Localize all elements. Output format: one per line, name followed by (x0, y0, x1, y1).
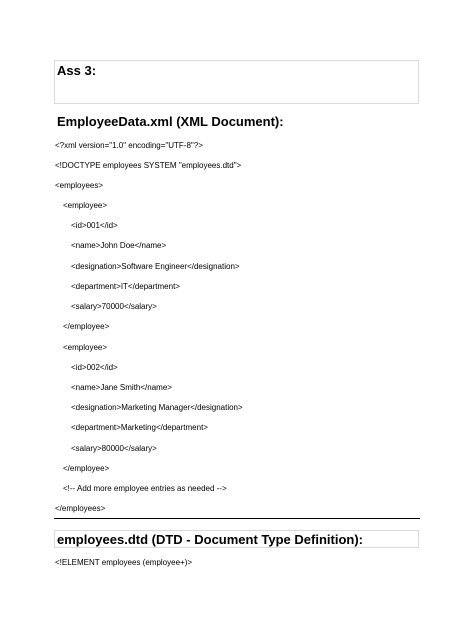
dtd-document-heading: employees.dtd (DTD - Document Type Definition): (57, 532, 363, 547)
employee-id-1: <id>001</id> (71, 221, 118, 230)
employee-designation-2: <designation>Marketing Manager</designation> (71, 403, 243, 412)
employee-designation-1: <designation>Software Engineer</designation> (71, 262, 240, 271)
dtd-element-line: <!ELEMENT employees (employee+)> (55, 558, 193, 567)
employee-name-1: <name>John Doe</name> (71, 241, 167, 250)
employee-name-2: <name>Jane Smith</name> (71, 383, 172, 392)
xml-document-heading: EmployeeData.xml (XML Document): (57, 114, 284, 129)
employee-close-tag-2: </employee> (63, 464, 110, 473)
xml-declaration-line: <?xml version="1.0" encoding="UTF-8"?> (55, 141, 203, 150)
assignment-heading-box (54, 60, 419, 104)
employees-open-tag: <employees> (55, 181, 104, 190)
employee-salary-1: <salary>70000</salary> (71, 302, 157, 311)
employee-id-2: <id>002</id> (71, 363, 118, 372)
employee-open-tag-2: <employee> (63, 343, 108, 352)
employee-salary-2: <salary>80000</salary> (71, 444, 157, 453)
employee-department-1: <department>IT</department> (71, 282, 180, 291)
employee-close-tag-1: </employee> (63, 322, 110, 331)
section-divider (54, 518, 420, 519)
employee-open-tag-1: <employee> (63, 201, 108, 210)
doctype-line: <!DOCTYPE employees SYSTEM "employees.dtd"> (55, 161, 242, 170)
employee-department-2: <department>Marketing</department> (71, 423, 208, 432)
xml-comment-line: <!-- Add more employee entries as needed --> (63, 484, 227, 493)
assignment-heading: Ass 3: (57, 63, 97, 78)
employees-close-tag: </employees> (55, 504, 106, 513)
